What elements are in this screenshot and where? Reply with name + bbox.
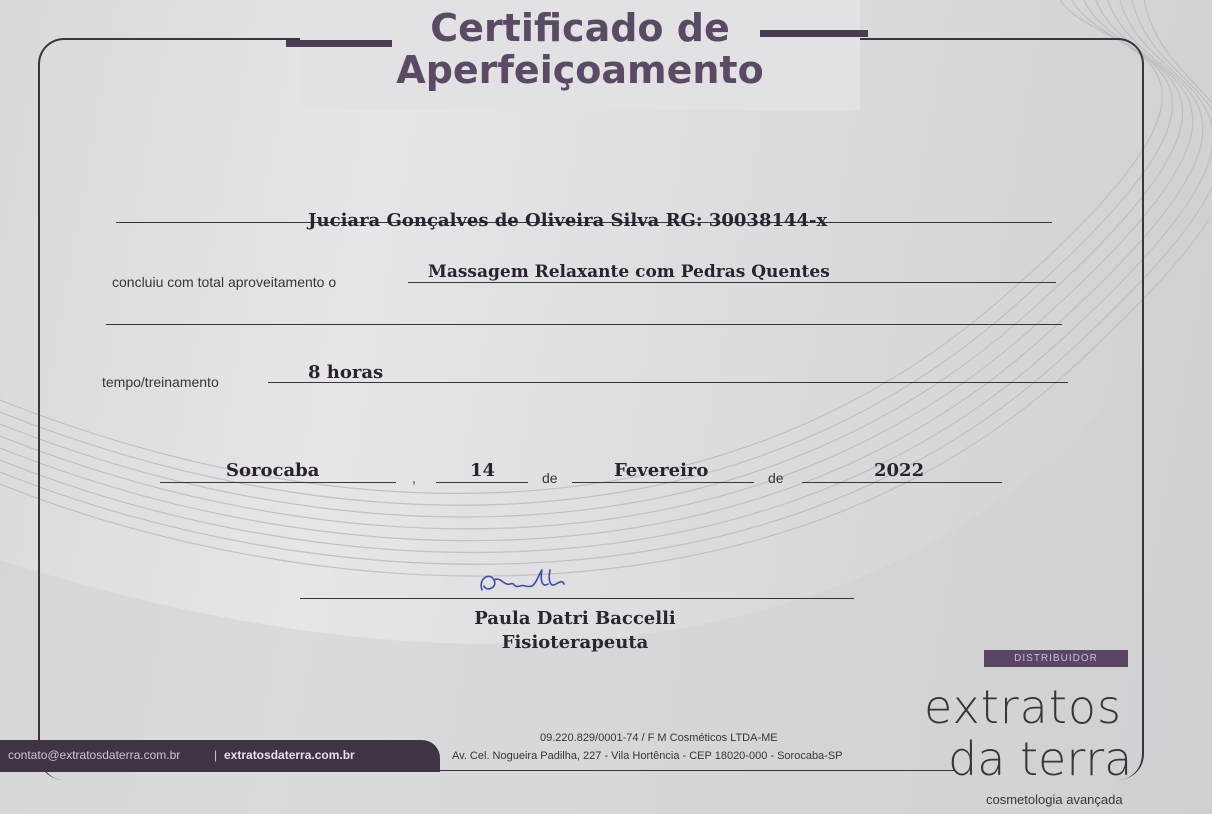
- signatory-role: Fisioterapeuta: [501, 632, 649, 653]
- certificate-frame: [38, 38, 1144, 780]
- footer-email: contato@extratosdaterra.com.br: [8, 748, 181, 762]
- date-city: Sorocaba: [226, 460, 320, 481]
- footer-company: 09.220.829/0001-74 / F M Cosméticos LTDA-ME: [540, 732, 778, 744]
- day-line: [436, 482, 528, 483]
- signature-line: [300, 598, 854, 599]
- course-name: Massagem Relaxante com Pedras Quentes: [428, 262, 830, 282]
- brand-tagline: cosmetologia avançada: [986, 792, 1123, 807]
- course-line-extra: [106, 324, 1062, 325]
- certificate-title-line2: Aperfeiçoamento: [396, 48, 764, 92]
- signatory-name: Paula Datri Baccelli: [474, 608, 676, 629]
- certificate-title-line1: Certificado de: [430, 6, 730, 50]
- handwritten-signature: [476, 566, 576, 598]
- course-label: concluiu com total aproveitamento o: [112, 274, 337, 290]
- year-line: [802, 482, 1002, 483]
- city-line: [160, 482, 396, 483]
- date-de-1: de: [542, 470, 558, 486]
- training-duration: 8 horas: [308, 362, 384, 383]
- distributor-badge: DISTRIBUIDOR: [984, 650, 1128, 667]
- footer-contact-bar: [0, 740, 440, 772]
- date-comma: ,: [412, 470, 416, 486]
- footer-line: [440, 770, 956, 771]
- footer-website: extratosdaterra.com.br: [224, 748, 355, 762]
- brand-logo-line2: da terra: [948, 732, 1133, 786]
- date-month: Fevereiro: [614, 460, 709, 481]
- date-day: 14: [470, 460, 496, 481]
- training-line: [268, 382, 1068, 383]
- recipient-name: Juciara Gonçalves de Oliveira Silva RG: 30038144-x: [308, 210, 828, 231]
- footer-address: Av. Cel. Nogueira Padilha, 227 - Vila Hortência - CEP 18020-000 - Sorocaba-SP: [452, 750, 843, 762]
- course-line: [408, 282, 1056, 283]
- brand-logo-line1: extratos: [924, 680, 1122, 734]
- training-label: tempo/treinamento: [102, 374, 219, 390]
- month-line: [572, 482, 754, 483]
- date-year: 2022: [874, 460, 925, 481]
- date-de-2: de: [768, 470, 784, 486]
- footer-separator: |: [214, 748, 218, 762]
